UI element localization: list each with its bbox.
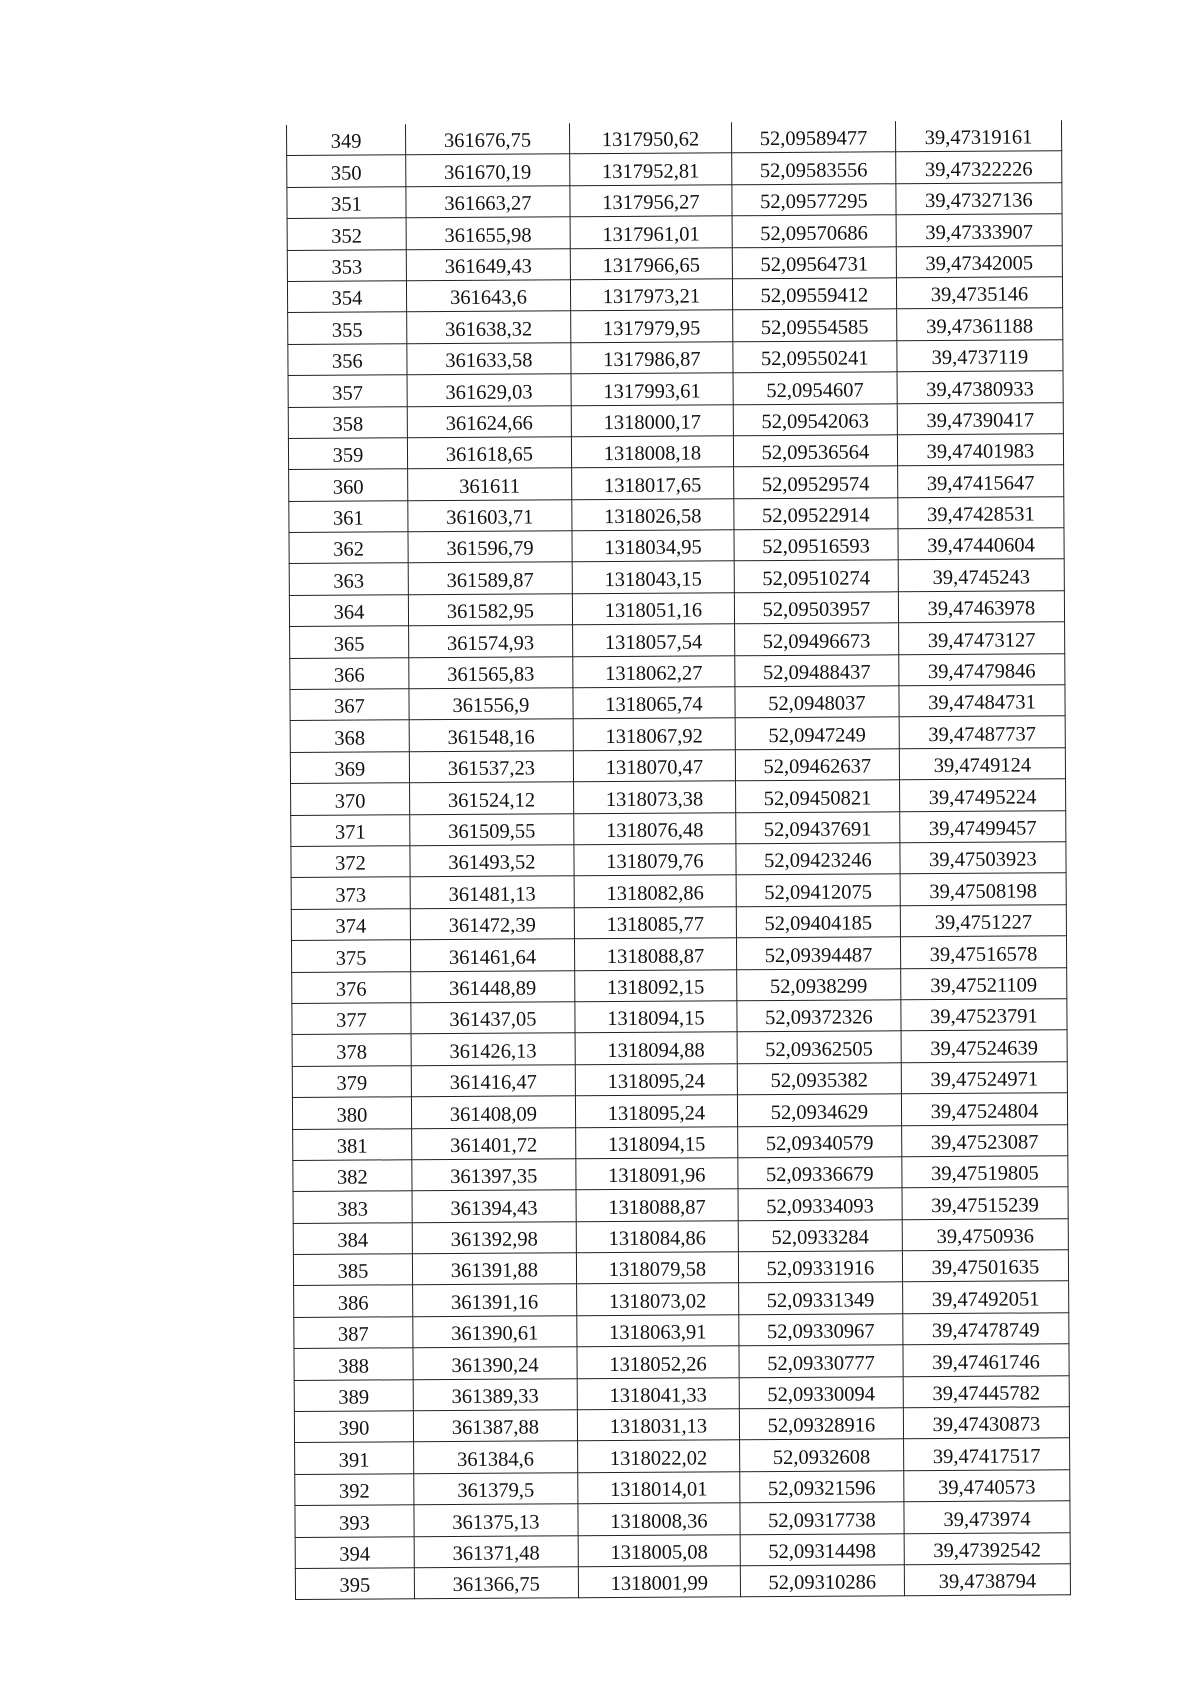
latitude-cell: 52,09583556 (732, 152, 896, 184)
longitude-cell: 39,47390417 (897, 402, 1063, 434)
x-coordinate-cell: 361390,24 (413, 1347, 577, 1379)
point-number-cell: 393 (295, 1505, 414, 1537)
latitude-cell: 52,09404185 (736, 906, 900, 938)
point-number-cell: 389 (294, 1379, 413, 1411)
table-row (292, 967, 1067, 1003)
longitude-cell: 39,47524804 (901, 1093, 1067, 1125)
y-coordinate-cell: 1318088,87 (576, 1189, 738, 1221)
table-row (288, 339, 1063, 375)
x-coordinate-cell: 361589,87 (408, 562, 572, 594)
longitude-cell: 39,47503923 (900, 842, 1066, 874)
latitude-cell: 52,09340579 (738, 1125, 902, 1157)
y-coordinate-cell: 1317973,21 (570, 279, 732, 311)
point-number-cell: 394 (295, 1536, 414, 1568)
longitude-cell: 39,47463978 (898, 591, 1064, 623)
y-coordinate-cell: 1318008,36 (578, 1503, 740, 1535)
latitude-cell: 52,09522914 (734, 497, 898, 529)
point-number-cell: 388 (294, 1348, 413, 1380)
x-coordinate-cell: 361633,58 (407, 342, 571, 374)
x-coordinate-cell: 361663,27 (406, 186, 570, 218)
longitude-cell: 39,47322226 (896, 151, 1062, 183)
y-coordinate-cell: 1318082,86 (574, 875, 736, 907)
y-coordinate-cell: 1318094,15 (575, 1001, 737, 1033)
x-coordinate-cell: 361437,05 (411, 1002, 575, 1034)
table-row (289, 528, 1064, 564)
latitude-cell: 52,09542063 (733, 403, 897, 435)
y-coordinate-cell: 1318094,88 (575, 1032, 737, 1064)
latitude-cell: 52,09330967 (739, 1314, 903, 1346)
x-coordinate-cell: 361643,6 (406, 280, 570, 312)
y-coordinate-cell: 1318031,13 (577, 1409, 739, 1441)
longitude-cell: 39,4750936 (902, 1218, 1068, 1250)
table-row (294, 1407, 1069, 1443)
table-row (293, 1156, 1068, 1192)
longitude-cell: 39,47445782 (903, 1375, 1069, 1407)
longitude-cell: 39,47415647 (898, 465, 1064, 497)
table-row (290, 653, 1065, 689)
latitude-cell: 52,09503957 (734, 592, 898, 624)
table-row (293, 1124, 1068, 1160)
point-number-cell: 355 (288, 312, 407, 344)
table-row (291, 936, 1066, 972)
coordinates-table (286, 120, 1071, 1600)
point-number-cell: 360 (289, 469, 408, 501)
table-row (295, 1564, 1070, 1600)
table-row (294, 1281, 1069, 1317)
table-row (287, 277, 1062, 313)
y-coordinate-cell: 1317993,61 (571, 373, 733, 405)
table-row (290, 622, 1065, 658)
y-coordinate-cell: 1318095,24 (575, 1063, 737, 1095)
latitude-cell: 52,09589477 (731, 121, 895, 153)
longitude-cell: 39,47478749 (903, 1313, 1069, 1345)
point-number-cell: 358 (288, 406, 407, 438)
y-coordinate-cell: 1318084,86 (576, 1220, 738, 1252)
x-coordinate-cell: 361384,6 (413, 1441, 577, 1473)
latitude-cell: 52,09314498 (740, 1533, 904, 1565)
point-number-cell: 354 (287, 281, 406, 313)
table-row (291, 905, 1066, 941)
longitude-cell: 39,47392542 (904, 1532, 1070, 1564)
y-coordinate-cell: 1318065,74 (573, 687, 735, 719)
x-coordinate-cell: 361366,75 (414, 1567, 578, 1599)
x-coordinate-cell: 361379,5 (414, 1473, 578, 1505)
y-coordinate-cell: 1318017,65 (572, 467, 734, 499)
longitude-cell: 39,47380933 (897, 371, 1063, 403)
point-number-cell: 374 (291, 909, 410, 941)
latitude-cell: 52,09516593 (734, 529, 898, 561)
x-coordinate-cell: 361537,23 (409, 751, 573, 783)
point-number-cell: 381 (293, 1128, 412, 1160)
point-number-cell: 351 (287, 187, 406, 219)
table-row (292, 1061, 1067, 1097)
y-coordinate-cell: 1318073,02 (577, 1283, 739, 1315)
latitude-cell: 52,09488437 (735, 654, 899, 686)
table-row (291, 873, 1066, 909)
x-coordinate-cell: 361408,09 (411, 1096, 575, 1128)
table-row (294, 1313, 1069, 1349)
latitude-cell: 52,09496673 (734, 623, 898, 655)
table-row (295, 1438, 1070, 1474)
longitude-cell: 39,47516578 (900, 936, 1066, 968)
latitude-cell: 52,09570686 (732, 215, 896, 247)
longitude-cell: 39,47473127 (898, 622, 1064, 654)
table-row (288, 308, 1063, 344)
point-number-cell: 356 (288, 344, 407, 376)
longitude-cell: 39,47461746 (903, 1344, 1069, 1376)
latitude-cell: 52,09559412 (732, 278, 896, 310)
y-coordinate-cell: 1318062,27 (573, 655, 735, 687)
x-coordinate-cell: 361461,64 (410, 939, 574, 971)
y-coordinate-cell: 1317961,01 (570, 216, 732, 248)
latitude-cell: 52,09336679 (738, 1157, 902, 1189)
table-row (287, 151, 1062, 187)
x-coordinate-cell: 361392,98 (412, 1221, 576, 1253)
point-number-cell: 392 (295, 1474, 414, 1506)
latitude-cell: 52,09321596 (740, 1471, 904, 1503)
table-row (294, 1344, 1069, 1380)
table-row (288, 371, 1063, 407)
x-coordinate-cell: 361596,79 (408, 531, 572, 563)
latitude-cell: 52,09362505 (737, 1031, 901, 1063)
x-coordinate-cell: 361416,47 (411, 1064, 575, 1096)
longitude-cell: 39,47501635 (902, 1250, 1068, 1282)
y-coordinate-cell: 1318022,02 (577, 1440, 739, 1472)
x-coordinate-cell: 361582,95 (408, 594, 572, 626)
point-number-cell: 369 (290, 752, 409, 784)
x-coordinate-cell: 361391,88 (412, 1253, 576, 1285)
y-coordinate-cell: 1318051,16 (572, 593, 734, 625)
x-coordinate-cell: 361638,32 (407, 311, 571, 343)
table-row (293, 1218, 1068, 1254)
point-number-cell: 386 (294, 1285, 413, 1317)
point-number-cell: 379 (292, 1065, 411, 1097)
y-coordinate-cell: 1318091,96 (576, 1158, 738, 1190)
point-number-cell: 359 (288, 438, 407, 470)
latitude-cell: 52,09317738 (740, 1502, 904, 1534)
table-row (289, 465, 1064, 501)
y-coordinate-cell: 1317979,95 (571, 310, 733, 342)
y-coordinate-cell: 1317966,65 (570, 247, 732, 279)
x-coordinate-cell: 361655,98 (406, 217, 570, 249)
point-number-cell: 366 (290, 657, 409, 689)
latitude-cell: 52,09550241 (733, 341, 897, 373)
point-number-cell: 362 (289, 532, 408, 564)
latitude-cell: 52,09331916 (738, 1251, 902, 1283)
y-coordinate-cell: 1318052,26 (577, 1346, 739, 1378)
y-coordinate-cell: 1318026,58 (572, 498, 734, 530)
point-number-cell: 370 (291, 783, 410, 815)
x-coordinate-cell: 361611 (408, 468, 572, 500)
longitude-cell: 39,47524639 (901, 1030, 1067, 1062)
longitude-cell: 39,4749124 (899, 748, 1065, 780)
point-number-cell: 375 (291, 940, 410, 972)
latitude-cell: 52,09334093 (738, 1188, 902, 1220)
longitude-cell: 39,47333907 (896, 214, 1062, 246)
table-row (290, 716, 1065, 752)
x-coordinate-cell: 361548,16 (409, 719, 573, 751)
point-number-cell: 365 (290, 626, 409, 658)
latitude-cell: 52,09423246 (736, 843, 900, 875)
point-number-cell: 350 (287, 155, 406, 187)
x-coordinate-cell: 361603,71 (408, 499, 572, 531)
latitude-cell: 52,09462637 (735, 749, 899, 781)
latitude-cell: 52,0948037 (735, 686, 899, 718)
longitude-cell: 39,47523087 (902, 1124, 1068, 1156)
x-coordinate-cell: 361481,13 (410, 876, 574, 908)
longitude-cell: 39,473974 (904, 1501, 1070, 1533)
x-coordinate-cell: 361394,43 (412, 1190, 576, 1222)
table-row (291, 810, 1066, 846)
x-coordinate-cell: 361375,13 (414, 1504, 578, 1536)
latitude-cell: 52,09536564 (733, 435, 897, 467)
x-coordinate-cell: 361448,89 (411, 970, 575, 1002)
x-coordinate-cell: 361472,39 (410, 908, 574, 940)
x-coordinate-cell: 361389,33 (413, 1378, 577, 1410)
y-coordinate-cell: 1317986,87 (571, 342, 733, 374)
table-row (288, 402, 1063, 438)
y-coordinate-cell: 1318085,77 (574, 907, 736, 939)
y-coordinate-cell: 1318095,24 (575, 1095, 737, 1127)
x-coordinate-cell: 361618,65 (407, 437, 571, 469)
longitude-cell: 39,47492051 (902, 1281, 1068, 1313)
y-coordinate-cell: 1317956,27 (570, 185, 732, 217)
x-coordinate-cell: 361624,66 (407, 405, 571, 437)
y-coordinate-cell: 1318073,38 (573, 781, 735, 813)
x-coordinate-cell: 361556,9 (409, 688, 573, 720)
point-number-cell: 383 (293, 1191, 412, 1223)
point-number-cell: 363 (289, 563, 408, 595)
longitude-cell: 39,47440604 (898, 528, 1064, 560)
latitude-cell: 52,09450821 (735, 780, 899, 812)
table-row (294, 1375, 1069, 1411)
table-row (289, 559, 1064, 595)
longitude-cell: 39,47519805 (902, 1156, 1068, 1188)
longitude-cell: 39,47479846 (899, 653, 1065, 685)
y-coordinate-cell: 1318057,54 (572, 624, 734, 656)
y-coordinate-cell: 1318063,91 (577, 1315, 739, 1347)
longitude-cell: 39,47487737 (899, 716, 1065, 748)
latitude-cell: 52,09330777 (739, 1345, 903, 1377)
x-coordinate-cell: 361524,12 (409, 782, 573, 814)
x-coordinate-cell: 361509,55 (410, 813, 574, 845)
latitude-cell: 52,09331349 (738, 1282, 902, 1314)
longitude-cell: 39,47430873 (903, 1407, 1069, 1439)
table-row (290, 685, 1065, 721)
x-coordinate-cell: 361649,43 (406, 248, 570, 280)
x-coordinate-cell: 361390,61 (413, 1316, 577, 1348)
y-coordinate-cell: 1318076,48 (574, 812, 736, 844)
table-row (292, 1030, 1067, 1066)
table-row (295, 1470, 1070, 1506)
y-coordinate-cell: 1318070,47 (573, 750, 735, 782)
table-row (292, 1093, 1067, 1129)
point-number-cell: 373 (291, 877, 410, 909)
table-row (291, 779, 1066, 815)
point-number-cell: 353 (287, 249, 406, 281)
latitude-cell: 52,09529574 (733, 466, 897, 498)
table-row (287, 214, 1062, 250)
longitude-cell: 39,47495224 (899, 779, 1065, 811)
table-row (295, 1532, 1070, 1568)
point-number-cell: 378 (292, 1034, 411, 1066)
table-row (295, 1501, 1070, 1537)
point-number-cell: 372 (291, 846, 410, 878)
point-number-cell: 387 (294, 1317, 413, 1349)
y-coordinate-cell: 1318067,92 (573, 718, 735, 750)
latitude-cell: 52,0933284 (738, 1219, 902, 1251)
y-coordinate-cell: 1318079,58 (576, 1252, 738, 1284)
latitude-cell: 52,09437691 (736, 811, 900, 843)
longitude-cell: 39,47521109 (901, 967, 1067, 999)
y-coordinate-cell: 1318034,95 (572, 530, 734, 562)
longitude-cell: 39,47327136 (896, 183, 1062, 215)
latitude-cell: 52,09412075 (736, 874, 900, 906)
longitude-cell: 39,47484731 (899, 685, 1065, 717)
y-coordinate-cell: 1317950,62 (569, 122, 731, 154)
y-coordinate-cell: 1318008,18 (571, 436, 733, 468)
x-coordinate-cell: 361565,83 (409, 656, 573, 688)
longitude-cell: 39,47417517 (903, 1438, 1069, 1470)
latitude-cell: 52,09328916 (739, 1408, 903, 1440)
latitude-cell: 52,09577295 (732, 184, 896, 216)
table-row (287, 183, 1062, 219)
longitude-cell: 39,4735146 (896, 277, 1062, 309)
table-row (287, 245, 1062, 281)
x-coordinate-cell: 361493,52 (410, 845, 574, 877)
point-number-cell: 395 (295, 1568, 414, 1600)
x-coordinate-cell: 361397,35 (412, 1159, 576, 1191)
point-number-cell: 384 (293, 1222, 412, 1254)
y-coordinate-cell: 1318092,15 (575, 969, 737, 1001)
longitude-cell: 39,47401983 (897, 434, 1063, 466)
point-number-cell: 371 (291, 814, 410, 846)
point-number-cell: 364 (289, 595, 408, 627)
longitude-cell: 39,4751227 (900, 905, 1066, 937)
point-number-cell: 357 (288, 375, 407, 407)
point-number-cell: 377 (292, 1003, 411, 1035)
longitude-cell: 39,47319161 (895, 120, 1061, 152)
table-row (293, 1187, 1068, 1223)
coordinates-table-body (287, 120, 1071, 1600)
y-coordinate-cell: 1318094,15 (576, 1126, 738, 1158)
point-number-cell: 352 (287, 218, 406, 250)
longitude-cell: 39,47515239 (902, 1187, 1068, 1219)
table-row (289, 591, 1064, 627)
y-coordinate-cell: 1318000,17 (571, 404, 733, 436)
longitude-cell: 39,4745243 (898, 559, 1064, 591)
longitude-cell: 39,47499457 (900, 810, 1066, 842)
y-coordinate-cell: 1318041,33 (577, 1377, 739, 1409)
longitude-cell: 39,47428531 (898, 496, 1064, 528)
latitude-cell: 52,0954607 (733, 372, 897, 404)
y-coordinate-cell: 1318001,99 (578, 1566, 740, 1598)
latitude-cell: 52,09564731 (732, 246, 896, 278)
y-coordinate-cell: 1317952,81 (570, 153, 732, 185)
table-row (287, 120, 1062, 156)
point-number-cell: 385 (293, 1254, 412, 1286)
table-row (290, 748, 1065, 784)
point-number-cell: 380 (292, 1097, 411, 1129)
latitude-cell: 52,09310286 (740, 1565, 904, 1597)
table-row (291, 842, 1066, 878)
y-coordinate-cell: 1318043,15 (572, 561, 734, 593)
point-number-cell: 382 (293, 1160, 412, 1192)
y-coordinate-cell: 1318079,76 (574, 844, 736, 876)
x-coordinate-cell: 361426,13 (411, 1033, 575, 1065)
point-number-cell: 367 (290, 689, 409, 721)
longitude-cell: 39,47342005 (896, 245, 1062, 277)
latitude-cell: 52,0935382 (737, 1062, 901, 1094)
point-number-cell: 368 (290, 720, 409, 752)
point-number-cell: 391 (295, 1442, 414, 1474)
x-coordinate-cell: 361670,19 (406, 154, 570, 186)
latitude-cell: 52,0938299 (737, 968, 901, 1000)
point-number-cell: 349 (287, 124, 406, 156)
longitude-cell: 39,47508198 (900, 873, 1066, 905)
longitude-cell: 39,47524971 (901, 1061, 1067, 1093)
y-coordinate-cell: 1318088,87 (574, 938, 736, 970)
longitude-cell: 39,4737119 (897, 339, 1063, 371)
point-number-cell: 390 (294, 1411, 413, 1443)
table-row (292, 999, 1067, 1035)
table-row (293, 1250, 1068, 1286)
x-coordinate-cell: 361676,75 (405, 123, 569, 155)
point-number-cell: 376 (292, 971, 411, 1003)
latitude-cell: 52,0947249 (735, 717, 899, 749)
longitude-cell: 39,47523791 (901, 999, 1067, 1031)
longitude-cell: 39,4738794 (904, 1564, 1070, 1596)
latitude-cell: 52,0932608 (739, 1439, 903, 1471)
latitude-cell: 52,09394487 (736, 937, 900, 969)
table-row (288, 434, 1063, 470)
latitude-cell: 52,09372326 (737, 1000, 901, 1032)
y-coordinate-cell: 1318014,01 (578, 1472, 740, 1504)
x-coordinate-cell: 361401,72 (412, 1127, 576, 1159)
x-coordinate-cell: 361391,16 (412, 1284, 576, 1316)
latitude-cell: 52,09510274 (734, 560, 898, 592)
latitude-cell: 52,09554585 (733, 309, 897, 341)
latitude-cell: 52,0934629 (737, 1094, 901, 1126)
x-coordinate-cell: 361574,93 (408, 625, 572, 657)
latitude-cell: 52,09330094 (739, 1376, 903, 1408)
longitude-cell: 39,47361188 (897, 308, 1063, 340)
point-number-cell: 361 (289, 500, 408, 532)
y-coordinate-cell: 1318005,08 (578, 1534, 740, 1566)
x-coordinate-cell: 361629,03 (407, 374, 571, 406)
x-coordinate-cell: 361371,48 (414, 1535, 578, 1567)
longitude-cell: 39,4740573 (904, 1470, 1070, 1502)
x-coordinate-cell: 361387,88 (413, 1410, 577, 1442)
table-row (289, 496, 1064, 532)
